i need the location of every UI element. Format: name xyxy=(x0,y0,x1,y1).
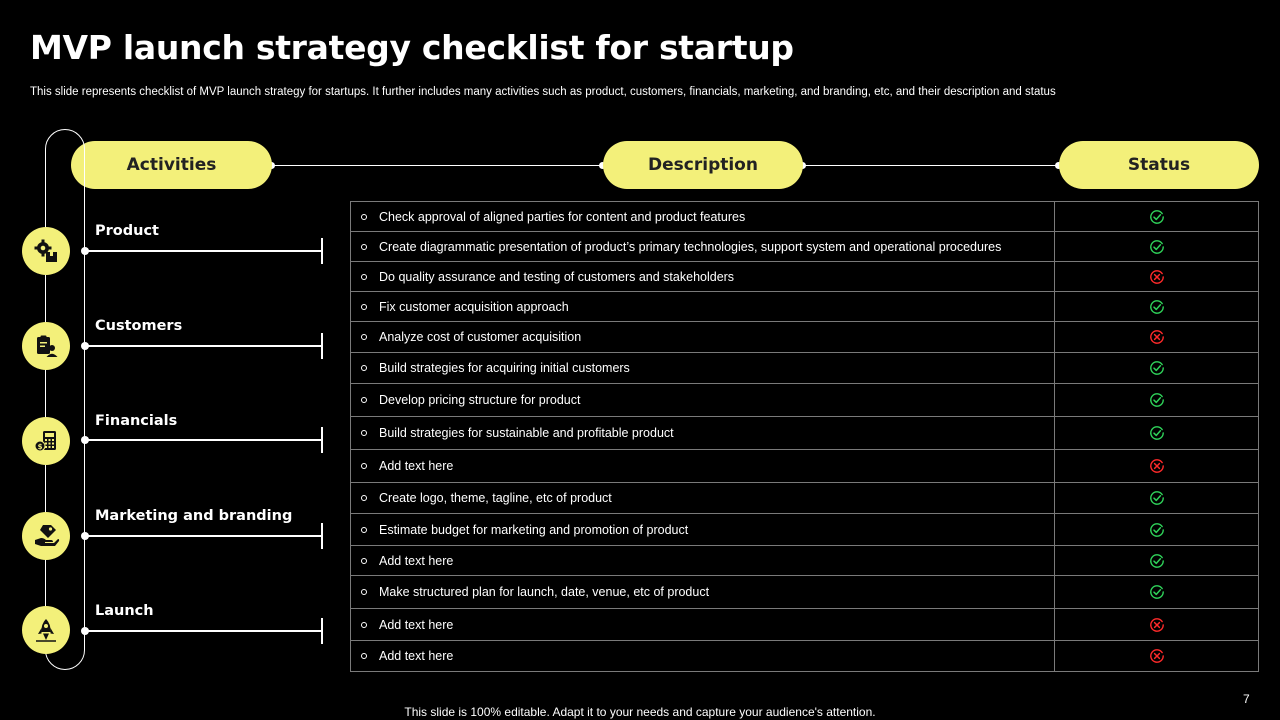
bullet-icon xyxy=(361,495,367,501)
check-circle-icon xyxy=(1149,522,1165,538)
gear-box-icon xyxy=(22,227,70,275)
category-connector-tick xyxy=(321,238,323,264)
description-text: Analyze cost of customer acquisition xyxy=(379,330,582,344)
description-cell xyxy=(351,609,1055,641)
description-cell xyxy=(351,292,1055,322)
calculator-coin-icon xyxy=(22,417,70,465)
header-connector-line xyxy=(272,165,603,166)
table-row xyxy=(351,322,1259,353)
description-cell xyxy=(351,546,1055,576)
x-circle-icon xyxy=(1149,648,1165,664)
table-row xyxy=(351,292,1259,322)
checklist-table xyxy=(350,201,1259,672)
category-connector-dot xyxy=(81,627,89,635)
bullet-icon xyxy=(361,365,367,371)
status-cell xyxy=(1055,262,1259,292)
x-circle-icon xyxy=(1149,269,1165,285)
description-cell xyxy=(351,417,1055,450)
category-label-financials: Financials xyxy=(95,413,178,429)
check-circle-icon xyxy=(1149,299,1165,315)
x-circle-icon xyxy=(1149,329,1165,345)
description-text: Add text here xyxy=(379,459,454,473)
description-cell xyxy=(351,576,1055,609)
description-text: Build strategies for sustainable and profitable product xyxy=(379,426,674,440)
description-text: Estimate budget for marketing and promotion of product xyxy=(379,522,689,537)
check-circle-icon xyxy=(1149,490,1165,506)
check-circle-icon xyxy=(1149,209,1165,225)
description-text: Check approval of aligned parties for content and product features xyxy=(379,209,746,224)
check-circle-icon xyxy=(1149,392,1165,408)
timeline-spine xyxy=(45,129,85,670)
description-text: Create diagrammatic presentation of product’s primary technologies, support system and operational procedures xyxy=(379,239,1002,254)
hand-tag-icon xyxy=(22,512,70,560)
bullet-icon xyxy=(361,274,367,280)
bullet-icon xyxy=(361,430,367,436)
category-label-launch: Launch xyxy=(95,603,154,619)
status-cell xyxy=(1055,202,1259,232)
description-text: Fix customer acquisition approach xyxy=(379,299,569,314)
category-connector-line xyxy=(85,345,322,347)
check-circle-icon xyxy=(1149,553,1165,569)
table-row xyxy=(351,450,1259,483)
bullet-icon xyxy=(361,463,367,469)
description-text: Add text here xyxy=(379,649,454,663)
description-cell xyxy=(351,202,1055,232)
table-row xyxy=(351,353,1259,384)
table-row xyxy=(351,609,1259,641)
x-circle-icon xyxy=(1149,458,1165,474)
status-cell xyxy=(1055,384,1259,417)
category-connector-tick xyxy=(321,333,323,359)
description-cell xyxy=(351,232,1055,262)
rocket-icon xyxy=(22,606,70,654)
category-connector-line xyxy=(85,630,322,632)
description-cell xyxy=(351,322,1055,353)
svg-text:$: $ xyxy=(37,443,43,451)
status-cell xyxy=(1055,514,1259,546)
category-connector-tick xyxy=(321,523,323,549)
table-row xyxy=(351,641,1259,672)
status-cell xyxy=(1055,292,1259,322)
category-connector-line xyxy=(85,439,322,441)
description-header-pill: Description xyxy=(603,141,803,189)
bullet-icon xyxy=(361,214,367,220)
table-row xyxy=(351,483,1259,514)
page-title: MVP launch strategy checklist for startup xyxy=(30,28,794,67)
bullet-icon xyxy=(361,244,367,250)
description-cell xyxy=(351,514,1055,546)
page-number: 7 xyxy=(1243,692,1250,706)
status-cell xyxy=(1055,417,1259,450)
check-circle-icon xyxy=(1149,584,1165,600)
check-circle-icon xyxy=(1149,239,1165,255)
category-connector-line xyxy=(85,535,322,537)
status-cell xyxy=(1055,322,1259,353)
table-row xyxy=(351,546,1259,576)
category-label-product: Product xyxy=(95,223,159,239)
header-connector-line xyxy=(803,165,1059,166)
description-text: Add text here xyxy=(379,553,454,568)
footer-note: This slide is 100% editable. Adapt it to your needs and capture your audience's attention. xyxy=(404,705,876,719)
x-circle-icon xyxy=(1149,617,1165,633)
category-connector-dot xyxy=(81,247,89,255)
bullet-icon xyxy=(361,527,367,533)
table-row xyxy=(351,202,1259,232)
status-cell xyxy=(1055,609,1259,641)
description-text: Develop pricing structure for product xyxy=(379,393,581,407)
table-row xyxy=(351,576,1259,609)
category-connector-dot xyxy=(81,342,89,350)
description-cell xyxy=(351,353,1055,384)
bullet-icon xyxy=(361,589,367,595)
check-circle-icon xyxy=(1149,360,1165,376)
category-label-marketing-and-branding: Marketing and branding xyxy=(95,508,293,524)
category-connector-dot xyxy=(81,532,89,540)
category-label-customers: Customers xyxy=(95,318,183,334)
description-text: Create logo, theme, tagline, etc of product xyxy=(379,491,612,505)
category-connector-line xyxy=(85,250,322,252)
description-text: Do quality assurance and testing of customers and stakeholders xyxy=(379,269,735,284)
status-cell xyxy=(1055,576,1259,609)
table-row xyxy=(351,384,1259,417)
status-cell xyxy=(1055,546,1259,576)
bullet-icon xyxy=(361,558,367,564)
description-text: Build strategies for acquiring initial customers xyxy=(379,361,630,375)
status-cell xyxy=(1055,353,1259,384)
bullet-icon xyxy=(361,304,367,310)
description-cell xyxy=(351,641,1055,672)
bullet-icon xyxy=(361,397,367,403)
bullet-icon xyxy=(361,334,367,340)
bullet-icon xyxy=(361,653,367,659)
clipboard-person-icon xyxy=(22,322,70,370)
check-circle-icon xyxy=(1149,425,1165,441)
category-connector-dot xyxy=(81,436,89,444)
description-cell xyxy=(351,450,1055,483)
status-cell xyxy=(1055,483,1259,514)
table-row xyxy=(351,232,1259,262)
description-cell xyxy=(351,262,1055,292)
status-cell xyxy=(1055,450,1259,483)
bullet-icon xyxy=(361,622,367,628)
activities-header-pill: Activities xyxy=(71,141,272,189)
table-row xyxy=(351,514,1259,546)
description-text: Make structured plan for launch, date, venue, etc of product xyxy=(379,585,710,599)
status-cell xyxy=(1055,232,1259,262)
description-text: Add text here xyxy=(379,617,454,632)
table-row xyxy=(351,417,1259,450)
category-connector-tick xyxy=(321,427,323,453)
description-cell xyxy=(351,483,1055,514)
description-cell xyxy=(351,384,1055,417)
page-subtitle: This slide represents checklist of MVP launch strategy for startups. It further includes many activities such as product, customers, financials, marketing, and branding, etc, and their description and status xyxy=(30,86,1056,98)
status-header-pill: Status xyxy=(1059,141,1259,189)
status-cell xyxy=(1055,641,1259,672)
table-row xyxy=(351,262,1259,292)
category-connector-tick xyxy=(321,618,323,644)
